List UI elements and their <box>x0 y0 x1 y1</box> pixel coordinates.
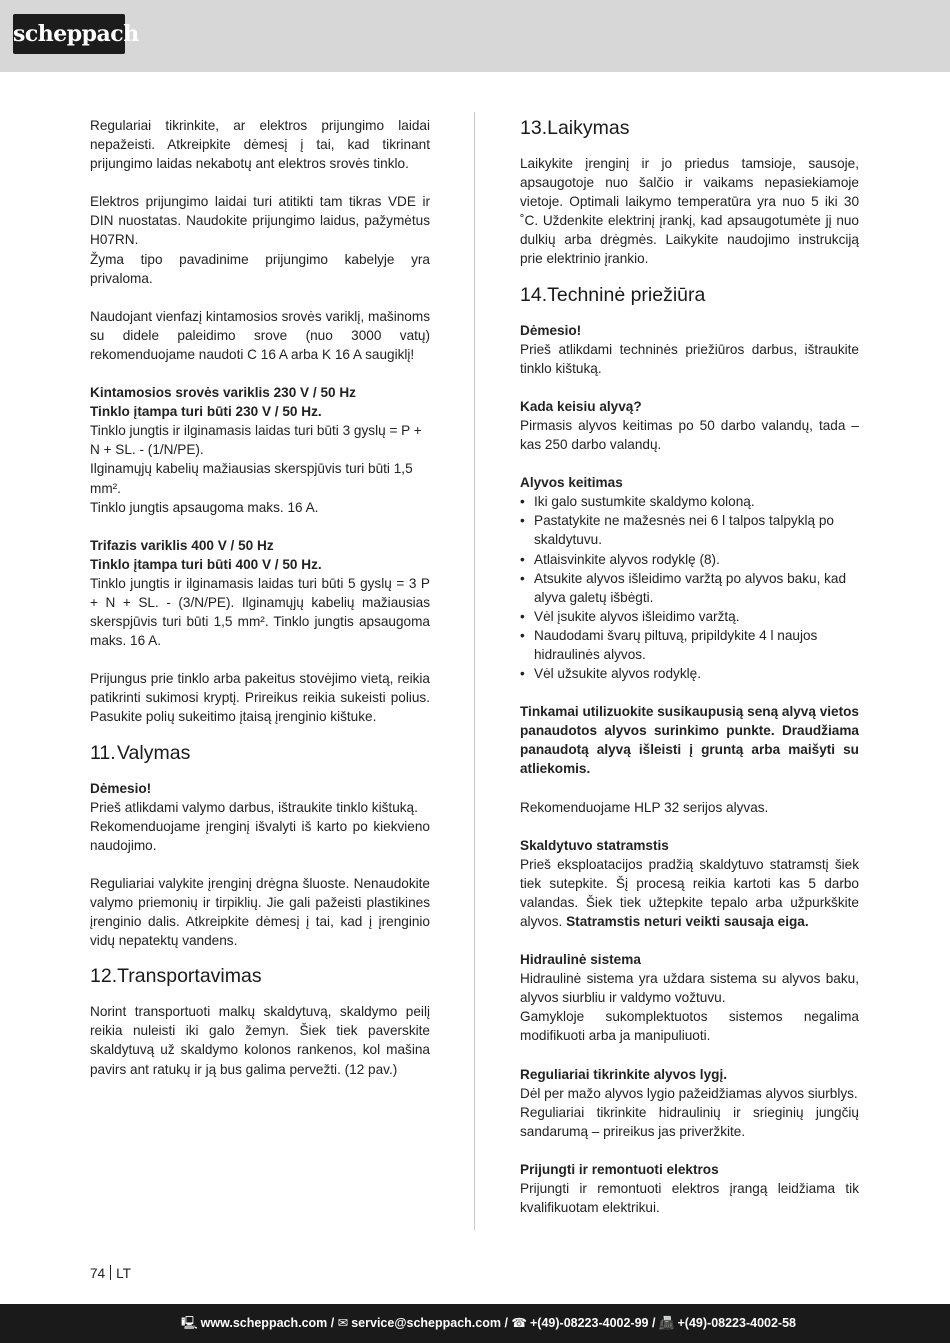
section-number: 12. <box>90 965 118 988</box>
footer-fax: +(49)-08223-4002-58 <box>677 1316 796 1330</box>
page-number <box>90 1264 131 1283</box>
footer-email: service@scheppach.com / <box>351 1316 508 1330</box>
paragraph: Rekomenduojame įrenginį išvalyti iš karto po kiekvieno naudojimo. <box>90 818 430 853</box>
paragraph <box>520 855 859 931</box>
paragraph: Naudojant vienfazį kintamosios srovės variklį, mašinoms su didele paleidimo srove (nuo 3000 vatų) rekomenduojame naudoti C 16 A arba K 16 A saugiklį! <box>90 308 430 362</box>
section-number: 11. <box>90 741 116 764</box>
page-language: LT <box>116 1266 131 1281</box>
subheading: Kada keisiu alyvą? <box>520 398 642 414</box>
footer-phone: +(49)-08223-4002-99 / <box>530 1316 656 1330</box>
attention-label: Dėmesio! <box>90 780 152 796</box>
right-column <box>520 116 859 1217</box>
paragraph: Hidraulinė sistema yra uždara sistema su alyvos baku, alyvos siurbliu ir valdymo vožtuvu. <box>520 971 859 1006</box>
paragraph: Prijungus prie tinklo arba pakeitus stovėjimo vietą, reikia patikrinti sukimosi kryptį. Prireikus reikia sukeisti polius. Pasukite polių sukeitimo įtaisą įrenginio kištuke. <box>90 671 430 725</box>
subheading: Prijungti ir remontuoti elektros <box>520 1161 719 1177</box>
subheading: Skaldytuvo statramstis <box>520 837 669 853</box>
section-title: Valymas <box>117 741 191 764</box>
list-item: • Vėl užsukite alyvos rodyklę. <box>520 664 859 683</box>
paragraph: Rekomenduojame HLP 32 serijos alyvas. <box>520 799 769 815</box>
page-number-value: 74 <box>90 1266 106 1281</box>
paragraph: Elektros prijungimo laidai turi atitikti tam tikras VDE ir DIN nuostatas. Naudokite prijungimo laidus, pažymėtus H07RN. <box>90 194 430 248</box>
section-title: Laikymas <box>547 117 630 139</box>
subheading: Kintamosios srovės variklis 230 V / 50 Hz <box>90 385 356 401</box>
page-header <box>0 0 950 72</box>
phone-icon: ☎ <box>511 1316 527 1330</box>
paragraph: Ilginamųjų kabelių mažiausias skerspjūvis turi būti 1,5 mm². <box>90 461 413 496</box>
subheading: Trifazis variklis 400 V / 50 Hz <box>90 537 274 553</box>
paragraph: Tinklo jungtis ir ilginamasis laidas turi būti 3 gyslų = P + N + SL. - (1/N/PE). <box>90 423 422 458</box>
paragraph: Gamykloje sukomplektuotos sistemos negalima modifikuoti arba ja manipuliuoti. <box>520 1009 859 1044</box>
computer-icon: 🖳 <box>180 1316 198 1330</box>
paragraph: Regulariai tikrinkite, ar elektros prijungimo laidai nepažeisti. Atkreipkite dėmesį į tai, kad tikrinant prijungimo laidas nekabotų ant elektros srovės tinklo. <box>90 118 430 172</box>
subheading: Tinklo įtampa turi būti 230 V / 50 Hz. <box>90 404 322 420</box>
attention-label: Dėmesio! <box>520 322 582 338</box>
column-divider <box>474 112 475 1230</box>
list-item: • Naudodami švarų piltuvą, pripildykite 4 l naujos hidraulinės alyvos. <box>520 626 859 664</box>
oil-change-steps <box>520 492 859 683</box>
section-number: 13. <box>520 117 548 139</box>
list-item: • Atsukite alyvos išleidimo varžtą po alyvos baku, kad alyva galetų išbėgti. <box>520 569 859 607</box>
paragraph: Laikykite įrenginį ir jo priedus tamsioje, sausoje, apsaugotoje nuo šalčio ir vaikams nepasiekiamoje vietoje. Optimali laikymo temperatūra yra nuo 5 iki 30 ˚C. Uždenkite elektrinį įrankį, kad apsaugotumėte jį nuo dulkių arba drėgmės. Laikykite naudojimo instrukciją prie elektrinio įrankio. <box>520 156 859 267</box>
list-item: • Vėl įsukite alyvos išleidimo varžtą. <box>520 607 859 626</box>
disposal-notice: Tinkamai utilizuokite susikaupusią seną alyvą vietos panaudotos alyvos surinkimo punkte. Draudžiama panaudotą alyvą išleisti į gruntą arba maišyti su atliekomis. <box>520 704 859 777</box>
section-title: Transportavimas <box>117 965 262 988</box>
section-number: 14. <box>520 283 548 306</box>
paragraph: Tinklo jungtis apsaugoma maks. 16 A. <box>90 499 319 515</box>
subheading: Reguliariai tikrinkite alyvos lygį. <box>520 1066 728 1082</box>
section-heading-12 <box>90 964 430 988</box>
page-footer <box>0 1304 950 1343</box>
mail-icon: ✉ <box>337 1316 349 1330</box>
paragraph: Prijungti ir remontuoti elektros įrangą leidžiama tik kvalifikuotam elektrikui. <box>520 1181 859 1216</box>
list-item: • Atlaisvinkite alyvos rodyklę (8). <box>520 550 859 569</box>
list-item: • Pastatykite ne mažesnės nei 6 l talpos talpyklą po skaldytuvu. <box>520 511 859 549</box>
paragraph: Pirmasis alyvos keitimas po 50 darbo valandų, tada – kas 250 darbo valandų. <box>520 417 859 453</box>
paragraph: Prieš atlikdami valymo darbus, ištraukite tinklo kištuką. <box>90 799 418 815</box>
footer-website: www.scheppach.com / <box>200 1316 335 1330</box>
page-number-separator <box>110 1265 111 1280</box>
warning-text: Statramstis neturi veikti sausaja eiga. <box>566 914 809 929</box>
paragraph: Tinklo jungtis ir ilginamasis laidas turi būti 5 gyslų = 3 P + N + SL. - (3/N/PE). Ilginamųjų kabelių mažiausias skerspjūvis turi būti 1,5 mm². Tinklo jungtis apsaugoma maks. 16 A. <box>90 575 430 649</box>
footer-contacts <box>181 1304 796 1343</box>
scheppach-logo: scheppach <box>13 14 125 54</box>
paragraph: Norint transportuoti malkų skaldytuvą, skaldymo peilį reikia nuleisti iki galo žemyn. Šiek tiek paverskite skaldytuvą už skaldymo kolonos rankenos, kol mašina pavirs ant ratukų ir ją bus galima pervežti. (12 pav.) <box>90 1004 430 1077</box>
paragraph: Žyma tipo pavadinime prijungimo kabelyje yra privaloma. <box>90 251 430 286</box>
section-heading-14 <box>520 283 859 307</box>
paragraph-text: Prieš eksploatacijos pradžią skaldytuvo statramstį šiek tiek sutepkite. Šį procesą reikia kartoti kas 5 darbo valandas. Šiek tiek užtepkite tepalo arba užpurkškite alyvos. <box>520 856 859 929</box>
fax-icon: 📠 <box>658 1316 675 1330</box>
list-item: • Iki galo sustumkite skaldymo koloną. <box>520 492 859 511</box>
paragraph: Reguliariai valykite įrenginį drėgna šluoste. Nenaudokite valymo priemonių ir tirpiklių. Jie gali pažeisti plastikines įrenginio dalis. Atkreipkite dėmesį į tai, kad į įrenginio vidų nepatektų vandens. <box>90 875 430 949</box>
subheading: Hidraulinė sistema <box>520 952 641 968</box>
left-column <box>90 116 430 1079</box>
paragraph: Prieš atlikdami techninės priežiūros darbus, ištraukite tinklo kištuką. <box>520 341 859 376</box>
section-heading-11 <box>90 741 430 765</box>
paragraph: Dėl per mažo alyvos lygio pažeidžiamas alyvos siurblys. <box>520 1085 858 1101</box>
subheading: Tinklo įtampa turi būti 400 V / 50 Hz. <box>90 556 322 572</box>
section-title: Techninė priežiūra <box>547 283 706 306</box>
section-heading-13 <box>520 116 859 140</box>
paragraph: Reguliariai tikrinkite hidraulinių ir srieginių jungčių sandarumą – prireikus jas priveržkite. <box>520 1104 859 1139</box>
subheading: Alyvos keitimas <box>520 475 623 491</box>
